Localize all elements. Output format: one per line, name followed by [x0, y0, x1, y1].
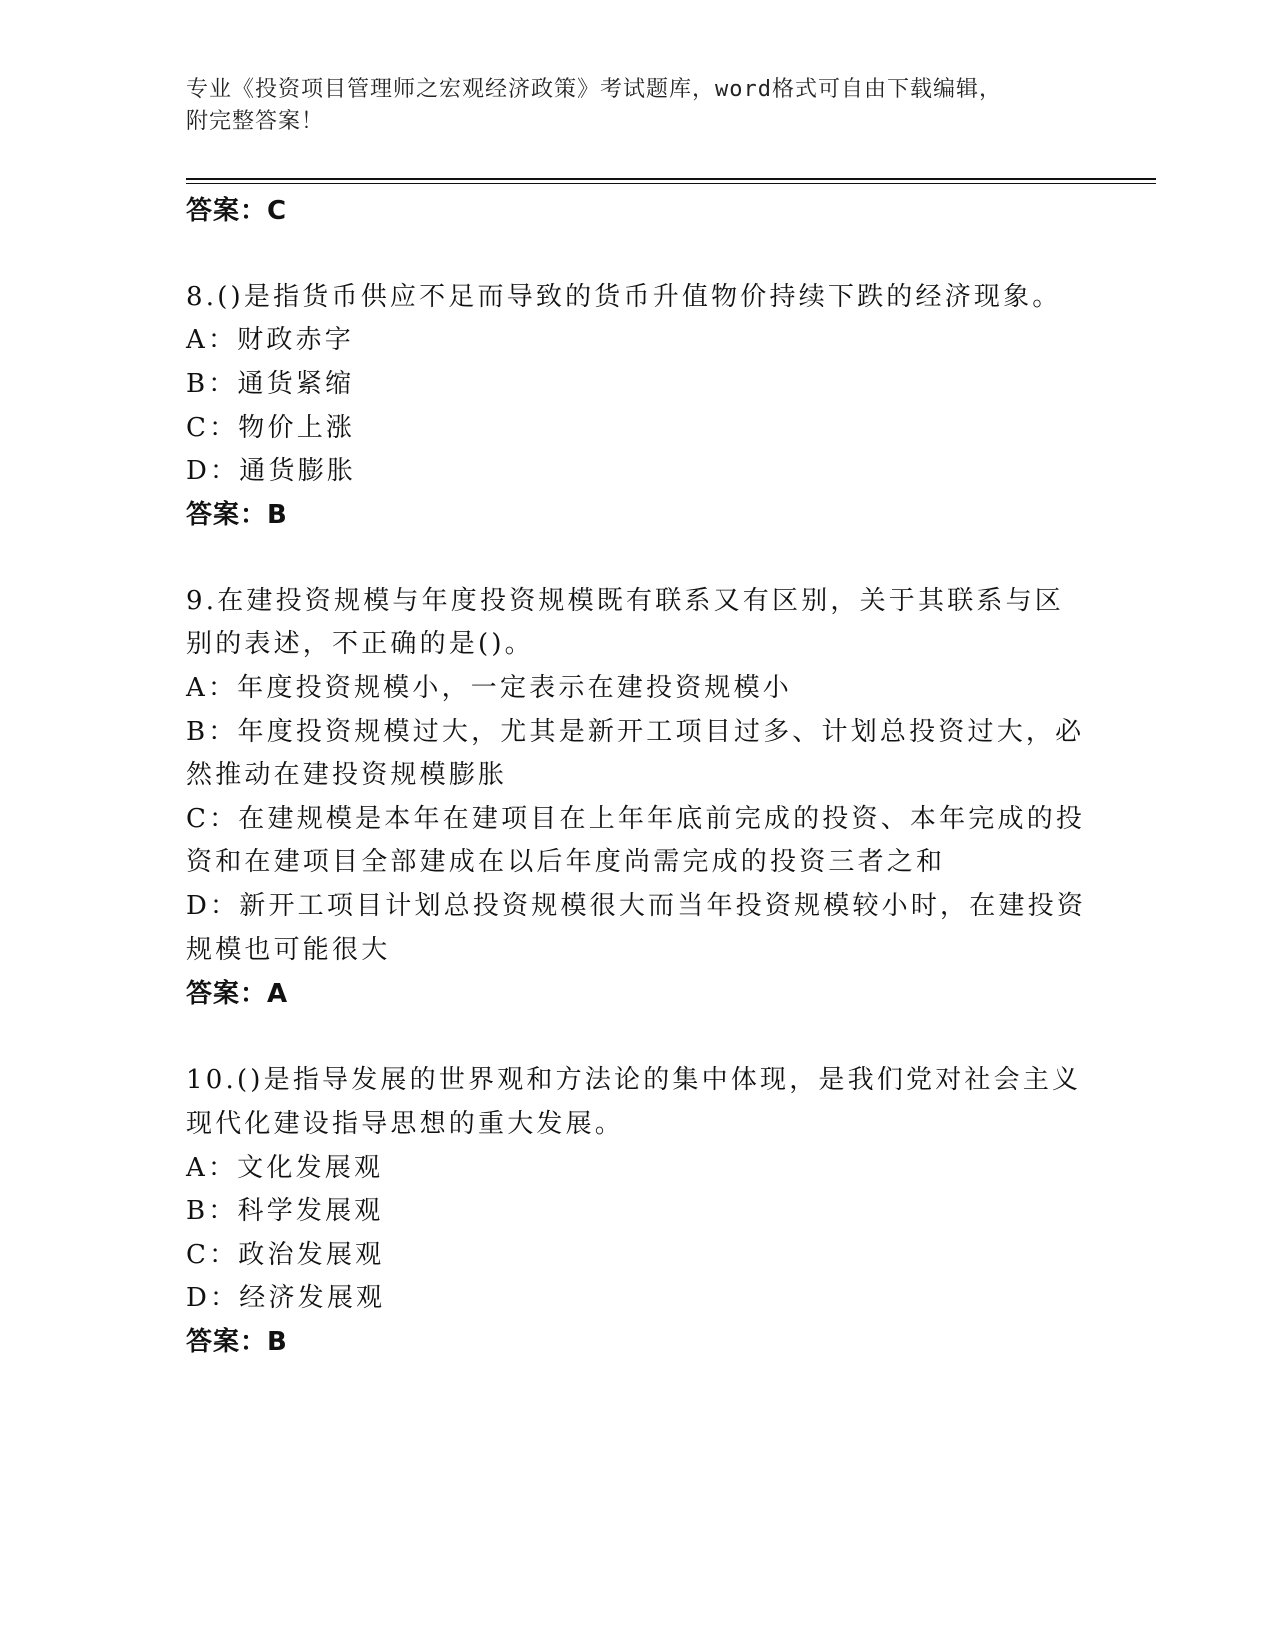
question-9-option-c-line-2: 资和在建项目全部建成在以后年度尚需完成的投资三者之和 — [186, 847, 946, 877]
question-9-option-c-line-1: C：在建规模是本年在建项目在上年年底前完成的投资、本年完成的投 — [186, 804, 1086, 834]
question-9-stem-line-2: 别的表述，不正确的是()。 — [186, 629, 534, 659]
question-9-option-b-line-2: 然推动在建投资规模膨胀 — [186, 760, 508, 790]
question-10-option-a: A：文化发展观 — [186, 1153, 384, 1183]
question-8-answer: 答案：B — [186, 500, 288, 530]
question-9-option-a: A：年度投资规模小，一定表示在建投资规模小 — [186, 673, 792, 703]
question-8-option-a: A：财政赤字 — [186, 325, 354, 355]
question-9-option-d-line-1: D：新开工项目计划总投资规模很大而当年投资规模较小时，在建投资 — [186, 891, 1087, 921]
previous-answer: 答案：C — [186, 196, 288, 226]
question-10-stem-line-1: 10.()是指导发展的世界观和方法论的集中体现，是我们党对社会主义 — [186, 1065, 1082, 1095]
question-10-stem-line-2: 现代化建设指导思想的重大发展。 — [186, 1109, 625, 1139]
question-9-stem-line-1: 9.在建投资规模与年度投资规模既有联系又有区别，关于其联系与区 — [186, 586, 1065, 616]
question-9-option-d-line-2: 规模也可能很大 — [186, 935, 391, 965]
question-10-answer: 答案：B — [186, 1327, 288, 1357]
question-8-option-c: C：物价上涨 — [186, 413, 356, 443]
header-line-2: 附完整答案！ — [186, 109, 325, 134]
document-header-note — [186, 74, 1066, 138]
question-10-option-d: D：经济发展观 — [186, 1283, 386, 1313]
question-9-answer: 答案：A — [186, 979, 289, 1009]
question-8-stem: 8.()是指货币供应不足而导致的货币升值物价持续下跌的经济现象。 — [186, 282, 1062, 312]
question-8-option-d: D：通货膨胀 — [186, 456, 357, 486]
question-9-option-b-line-1: B：年度投资规模过大，尤其是新开工项目过多、计划总投资过大，必 — [186, 717, 1085, 747]
header-divider-thick — [186, 178, 1156, 180]
header-line-1: 专业《投资项目管理师之宏观经济政策》考试题库，word格式可自由下载编辑， — [186, 77, 1002, 102]
question-10-option-b: B：科学发展观 — [186, 1196, 384, 1226]
question-8-option-b: B：通货紧缩 — [186, 369, 355, 399]
question-10-option-c: C：政治发展观 — [186, 1240, 385, 1270]
header-divider-thin — [186, 183, 1156, 184]
